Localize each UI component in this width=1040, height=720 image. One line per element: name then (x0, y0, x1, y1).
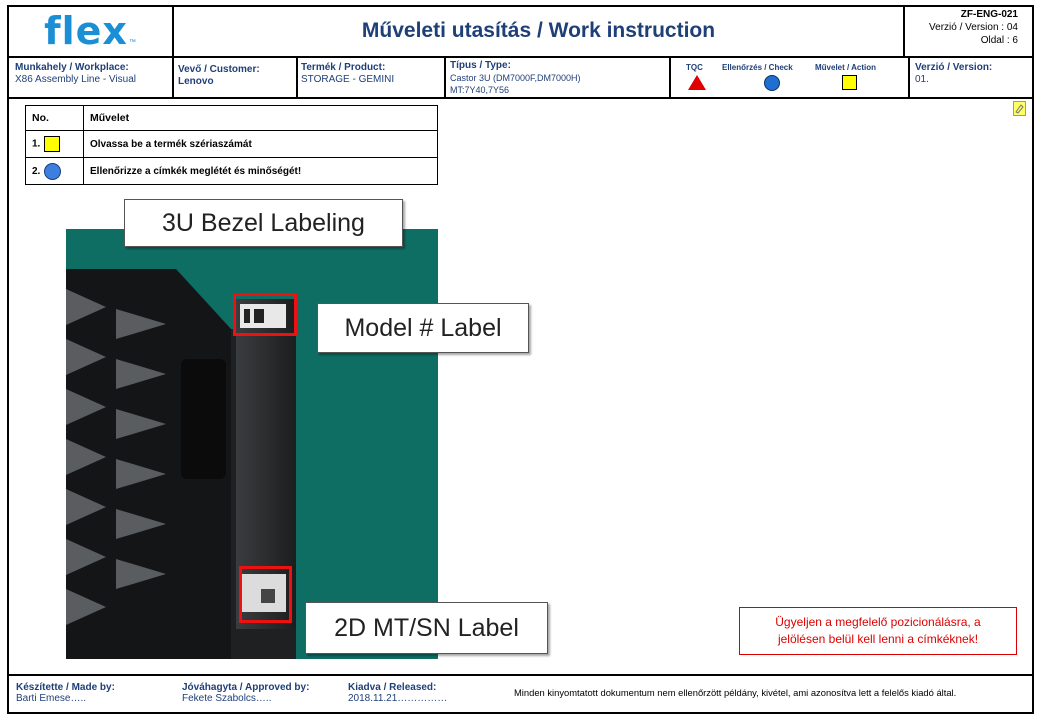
released-cell (348, 682, 498, 704)
check-circle-icon (44, 163, 61, 180)
doc-number: ZF-ENG-021 (960, 9, 1018, 20)
customer-value: Lenovo (178, 76, 214, 87)
action-square-icon (44, 136, 60, 152)
sn-label-highlight (239, 566, 292, 623)
approved-by-label: Jóváhagyta / Approved by: (182, 682, 310, 693)
type-label: Típus / Type: (450, 60, 511, 71)
workplace-value: X86 Assembly Line - Visual (15, 74, 136, 85)
model-label-callout: Model # Label (317, 303, 529, 353)
logo-text: flex (44, 9, 128, 53)
row-number: 1. (32, 138, 41, 150)
version-value: 01. (915, 74, 929, 85)
version-label: Verzió / Version: (915, 62, 993, 73)
doc-page: Oldal : 6 (980, 35, 1018, 46)
col-no-header: No. (26, 106, 84, 131)
flex-logo (8, 6, 172, 56)
check-circle-icon (764, 75, 780, 91)
type-value-2: MT:7Y40,7Y56 (450, 85, 510, 95)
disclaimer: Minden kinyomtatott dokumentum nem ellenőrzött példány, kivétel, ami azonosítva lett a felelős kiadó által. (514, 687, 957, 698)
positioning-warning (739, 607, 1017, 655)
tqc-label: TQC (686, 63, 703, 72)
version-cell (915, 62, 1030, 86)
operations-table (25, 105, 438, 185)
approved-by-value: Fekete Szabolcs….. (182, 693, 272, 704)
row-number: 2. (32, 165, 41, 177)
info-sep-4 (669, 56, 671, 98)
bezel-heading-callout: 3U Bezel Labeling (124, 199, 403, 247)
product-cell (301, 62, 441, 86)
check-label: Ellenőrzés / Check (722, 63, 793, 72)
model-label-highlight (233, 293, 297, 336)
action-square-icon (842, 75, 857, 90)
type-cell (450, 60, 665, 96)
product-label: Termék / Product: (301, 62, 386, 73)
workplace-cell (15, 62, 170, 86)
operations-header-row (26, 106, 438, 131)
sn-label-callout: 2D MT/SN Label (305, 602, 548, 654)
customer-label: Vevő / Customer: (178, 64, 260, 75)
footer-divider (7, 674, 1034, 676)
table-row (26, 131, 438, 158)
warning-line-2: jelölésen belül kell lenni a címkéknek! (777, 632, 979, 646)
info-divider (7, 97, 1034, 99)
product-value: STORAGE - GEMINI (301, 74, 395, 85)
info-sep-3 (444, 56, 446, 98)
note-icon[interactable] (1013, 101, 1026, 116)
info-sep-2 (296, 56, 298, 98)
document-id-block (905, 8, 1032, 47)
page-title: Műveleti utasítás / Work instruction (361, 19, 716, 42)
released-value: 2018.11.21…………… (348, 693, 448, 704)
action-label: Művelet / Action (815, 63, 877, 72)
warning-line-1: Ügyeljen a megfelelő pozicionálásra, a (775, 615, 981, 629)
row-text: Olvassa be a termék szériaszámát (84, 131, 438, 158)
logo-trademark: ™ (128, 38, 136, 46)
row-text: Ellenőrizze a címkék meglétét és minőségét! (84, 158, 438, 185)
approved-by-cell (182, 682, 342, 704)
header-divider (7, 56, 1034, 58)
type-value-1: Castor 3U (DM7000F,DM7000H) (450, 73, 581, 83)
made-by-label: Készítette / Made by: (16, 682, 115, 693)
info-sep-1 (172, 56, 174, 98)
col-operation-header: Művelet (84, 106, 438, 131)
made-by-cell (16, 682, 176, 704)
tqc-triangle-icon (688, 75, 706, 90)
row-number-cell (26, 158, 84, 185)
table-row (26, 158, 438, 185)
customer-cell (178, 64, 293, 88)
workplace-label: Munkahely / Workplace: (15, 62, 129, 73)
row-number-cell (26, 131, 84, 158)
info-sep-5 (908, 56, 910, 98)
released-label: Kiadva / Released: (348, 682, 437, 693)
made-by-value: Barti Emese….. (16, 693, 87, 704)
doc-version: Verzió / Version : 04 (929, 22, 1018, 33)
